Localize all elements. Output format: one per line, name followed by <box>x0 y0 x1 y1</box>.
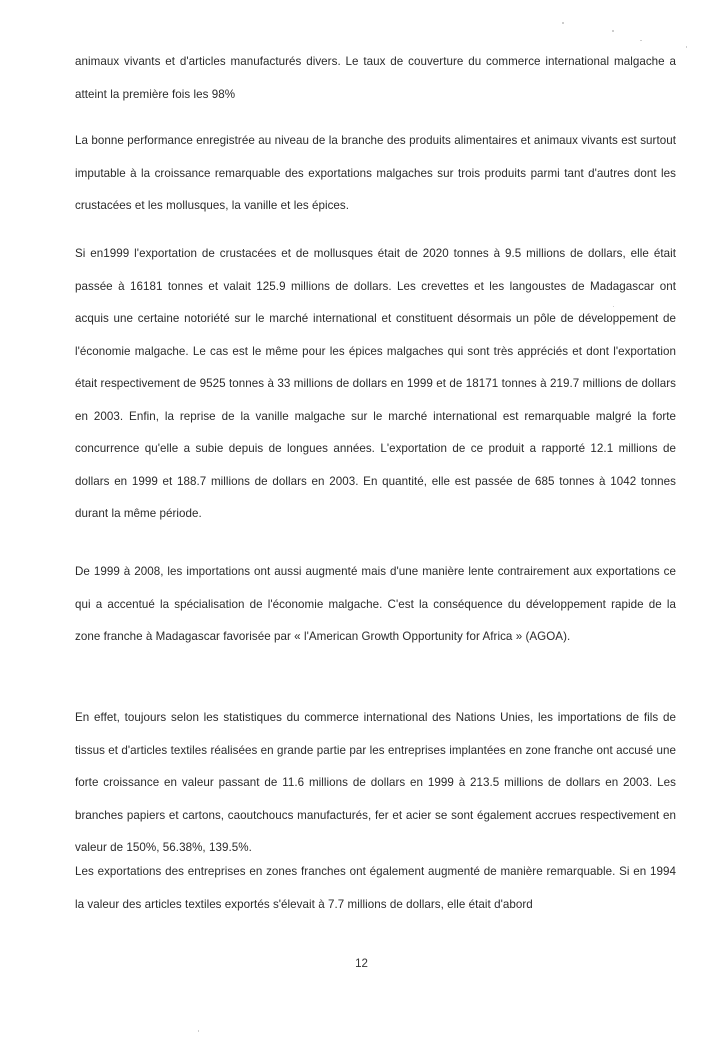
page-number: 12 <box>355 958 368 970</box>
paragraph-6: Les exportations des entreprises en zones franches ont également augmenté de manière remarquable. Si en 1994 la valeur des articles textiles exportés s'élevait à 7.7 millions de dollars, elle était d'abord <box>75 865 676 911</box>
paragraph-2: La bonne performance enregistrée au niveau de la branche des produits alimentaires et animaux vivants est surtout imputable à la croissance remarquable des exportations malgaches sur trois produits parmi tant d'autres dont les crustacées et les mollusques, la vanille et les épices. <box>75 134 676 212</box>
paragraph-3: Si en1999 l'exportation de crustacées et de mollusques était de 2020 tonnes à 9.5 millions de dollars, elle était passée à 16181 tonnes et valait 125.9 millions de dollars. Les crevettes et les langoustes de Madagascar ont acquis une certaine notoriété sur le marché international et constituent désormais un pôle de développement de l'économie malgache. Le cas est le même pour les épices malgaches qui sont très appréciés et dont l'exportation était respectivement de 9525 tonnes à 33 millions de dollars en 1999 et de 18171 tonnes à 219.7 millions de dollars en 2003. Enfin, la reprise de la vanille malgache sur le marché international est remarquable malgré la forte concurrence qu'elle a subie depuis de longues années. L'exportation de ce produit a rapporté 12.1 millions de dollars en 1999 et 188.7 millions de dollars en 2003. En quantité, elle est passée de 685 tonnes à 1042 tonnes durant la même période. <box>75 247 676 520</box>
scan-speck <box>640 40 642 41</box>
scan-speck <box>612 30 614 32</box>
paragraph-4: De 1999 à 2008, les importations ont aussi augmenté mais d'une manière lente contrairement aux exportations ce qui a accentué la spécialisation de l'économie malgache. C'est la conséquence du développement rapide de la zone franche à Madagascar favorisée par « l'American Growth Opportunity for Africa » (AGOA). <box>75 565 676 643</box>
scan-speck <box>686 46 687 48</box>
paragraph-5: En effet, toujours selon les statistiques du commerce international des Nations Unies, les importations de fils de tissus et d'articles textiles réalisées en grande partie par les entreprises implantées en zone franche ont accusé une forte croissance en valeur passant de 11.6 millions de dollars en 1999 à 213.5 millions de dollars en 2003. Les branches papiers et cartons, caoutchoucs manufacturés, fer et acier se sont également accrues respectivement en valeur de 150%, 56.38%, 139.5%. <box>75 711 676 854</box>
scan-speck <box>562 22 564 24</box>
scan-speck <box>198 1030 199 1032</box>
paragraph-1: animaux vivants et d'articles manufacturés divers. Le taux de couverture du commerce international malgache a atteint la première fois les 98% <box>75 55 676 101</box>
scan-speck <box>613 306 614 307</box>
